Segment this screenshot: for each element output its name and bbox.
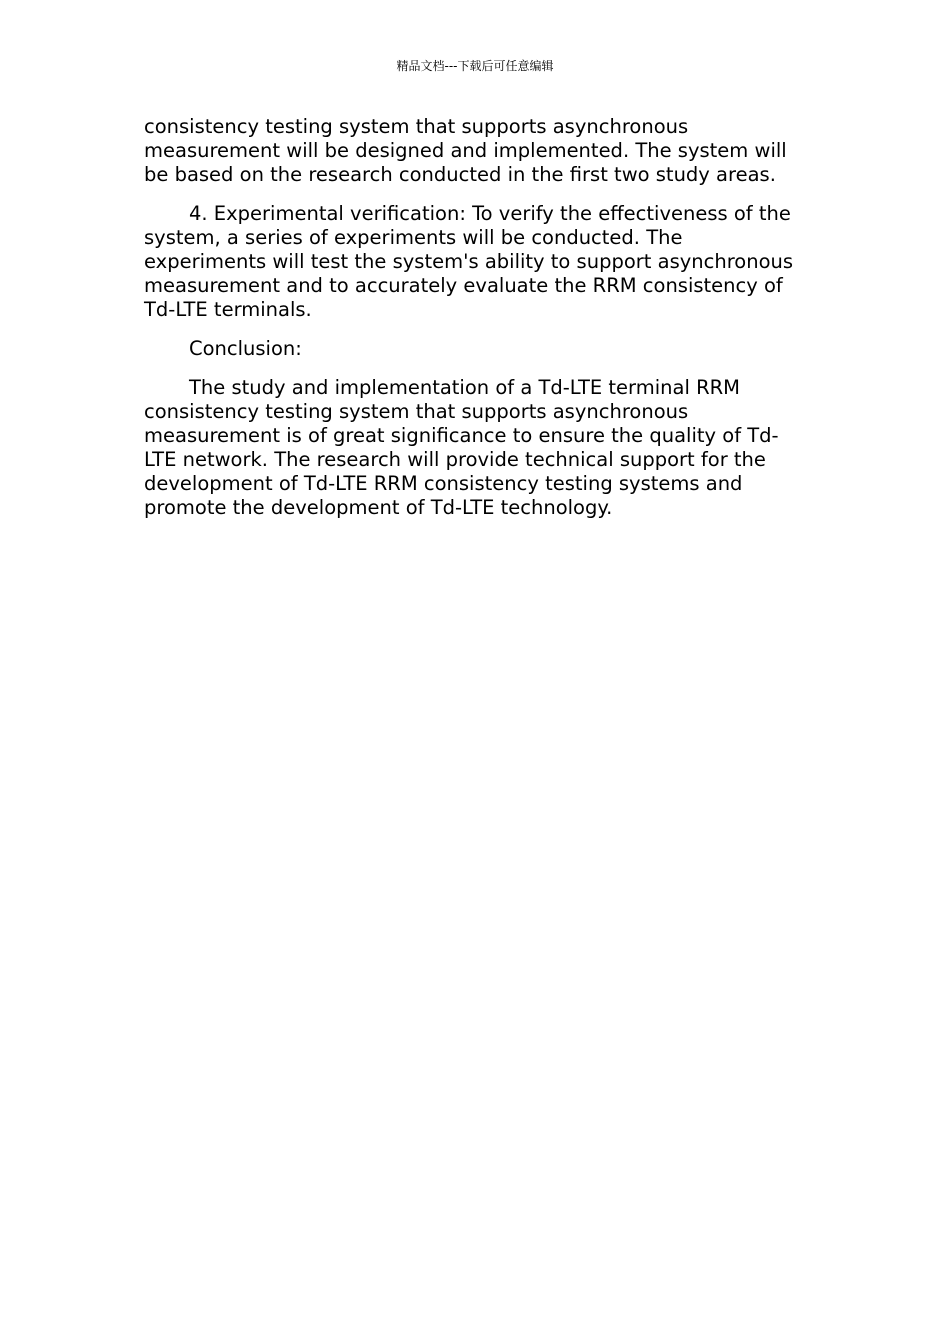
page-header: 精品文档---下载后可任意编辑	[396, 59, 554, 73]
document-body	[144, 115, 810, 535]
conclusion-heading: Conclusion:	[189, 337, 302, 360]
paragraph-experimental-verification: 4. Experimental verification: To verify the effectiveness of the system, a series of experiments will be conducted. The experiments will test the system's ability to support asynchronous measurement and to accurately evaluate the RRM consistency of Td-LTE terminals.	[144, 202, 794, 321]
paragraph-conclusion: The study and implementation of a Td-LTE terminal RRM consistency testing system that supports asynchronous measurement is of great significance to ensure the quality of Td-LTE network. The research will provide technical support for the development of Td-LTE RRM consistency testing systems and promote the development of Td-LTE technology.	[144, 376, 779, 519]
paragraph-continuation: consistency testing system that supports asynchronous measurement will be designed and implemented. The system will be based on the research conducted in the first two study areas.	[144, 115, 787, 186]
